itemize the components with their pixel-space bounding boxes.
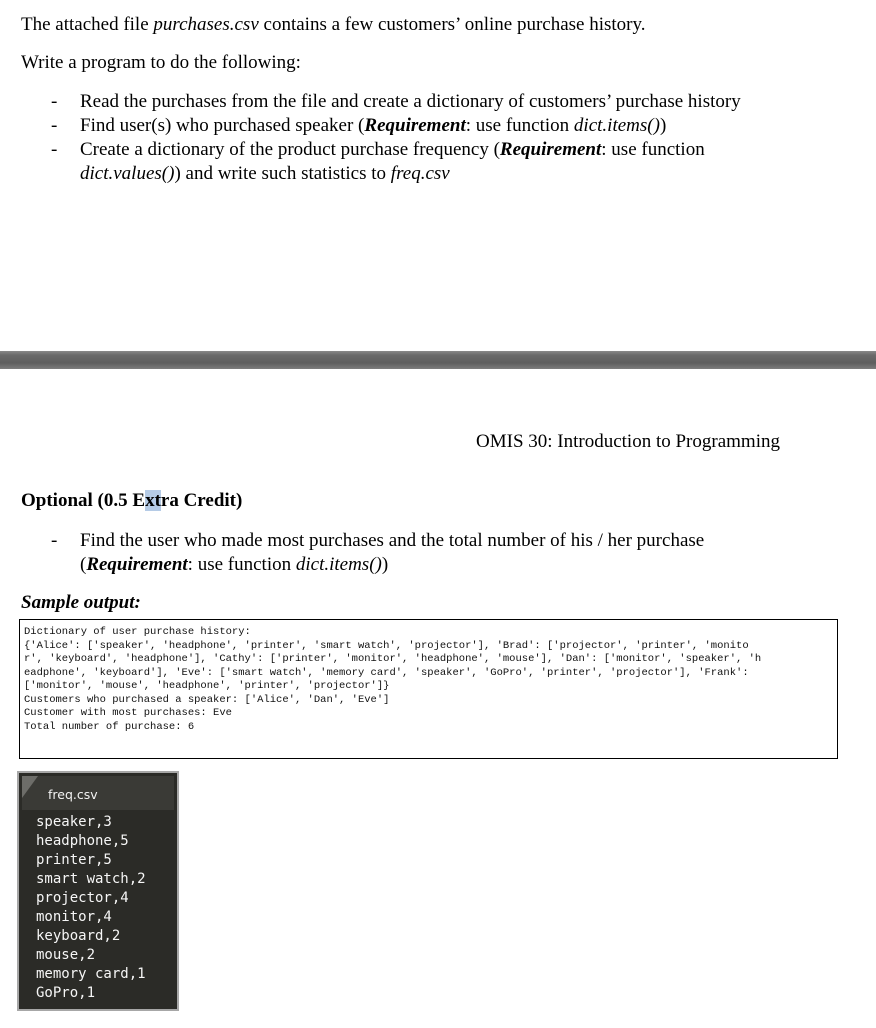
csv-line: keyboard,2 [36,928,121,944]
text: : use function [601,139,705,160]
text: ) [659,115,667,136]
bullet-dash: - [51,530,58,551]
sample-output-box [19,619,838,759]
text: ) [381,554,389,575]
output-line: ['monitor', 'mouse', 'headphone', 'printer', 'projector']} [24,680,390,692]
bullet-find-speaker [80,114,666,138]
intro-suffix: contains a few customers’ online purchase history. [258,14,646,35]
csv-line: headphone,5 [36,833,129,849]
output-line: {'Alice': ['speaker', 'headphone', 'printer', 'smart watch', 'projector'], 'Brad': ['projector', 'printer', 'monito [24,639,749,652]
function-name: dict.values() [80,163,175,184]
text-selection-highlight: xt [145,490,161,511]
output-line: r', 'keyboard', 'headphone'], 'Cathy': ['printer', 'monitor', 'headphone', 'mouse'], 'Dan': ['monitor', 'speaker', 'h [24,653,762,665]
write-instruction: Write a program to do the following: [21,52,301,73]
bullet-frequency-line2 [80,162,450,186]
optional-task-line2 [80,553,388,577]
text: ) and write such statistics to [174,163,391,184]
output-line: Customer with most purchases: Eve [24,707,232,719]
course-header: OMIS 30: Introduction to Programming [476,431,780,452]
requirement-label: Requirement [499,139,602,160]
csv-line: monitor,4 [36,909,112,925]
text: Find user(s) who purchased speaker ( [80,115,365,136]
requirement-label: Requirement [364,115,466,136]
csv-line: speaker,3 [36,814,112,830]
output-line: Dictionary of user purchase history: [24,626,251,638]
file-content [36,813,146,1003]
text: ra Credit) [160,490,243,511]
text: : use function [465,115,574,136]
file-tab-name: freq.csv [48,787,98,802]
csv-line: memory card,1 [36,966,146,982]
output-line: eadphone', 'keyboard'], 'Eve': ['smart watch', 'memory card', 'speaker', 'GoPro', 'printer', 'projector'], 'Frank': [24,666,749,679]
function-name: dict.items() [295,554,382,575]
intro-prefix: The attached file [21,14,154,35]
bullet-read-purchases: Read the purchases from the file and create a dictionary of customers’ purchase history [80,91,741,112]
freq-csv-preview [17,771,179,1011]
bullet-dash: - [51,139,58,160]
page-divider [0,351,876,369]
bullet-frequency-line1 [80,138,705,162]
bullet-dash: - [51,91,58,112]
requirement-label: Requirement [86,554,188,575]
optional-task-line1: Find the user who made most purchases and the total number of his / her purchase [80,530,705,551]
text: Create a dictionary of the product purchase frequency ( [80,139,500,160]
bullet-dash: - [51,115,58,136]
output-line: Customers who purchased a speaker: ['Alice', 'Dan', 'Eve'] [24,693,390,706]
tab-corner-icon [22,776,38,798]
csv-line: smart watch,2 [36,871,146,887]
file-name: freq.csv [390,163,450,184]
csv-line: GoPro,1 [36,985,96,1001]
sample-output-heading: Sample output: [21,592,141,613]
text: ( [80,554,87,575]
output-line: Total number of purchase: 6 [24,720,195,733]
text: Optional (0.5 E [21,490,146,511]
text: : use function [187,554,296,575]
intro-paragraph [21,13,646,37]
csv-line: mouse,2 [36,947,96,963]
intro-file: purchases.csv [153,14,259,35]
optional-heading [21,490,242,512]
csv-line: projector,4 [36,890,129,906]
function-name: dict.items() [573,115,660,136]
csv-line: printer,5 [36,852,112,868]
file-tab [22,776,174,810]
